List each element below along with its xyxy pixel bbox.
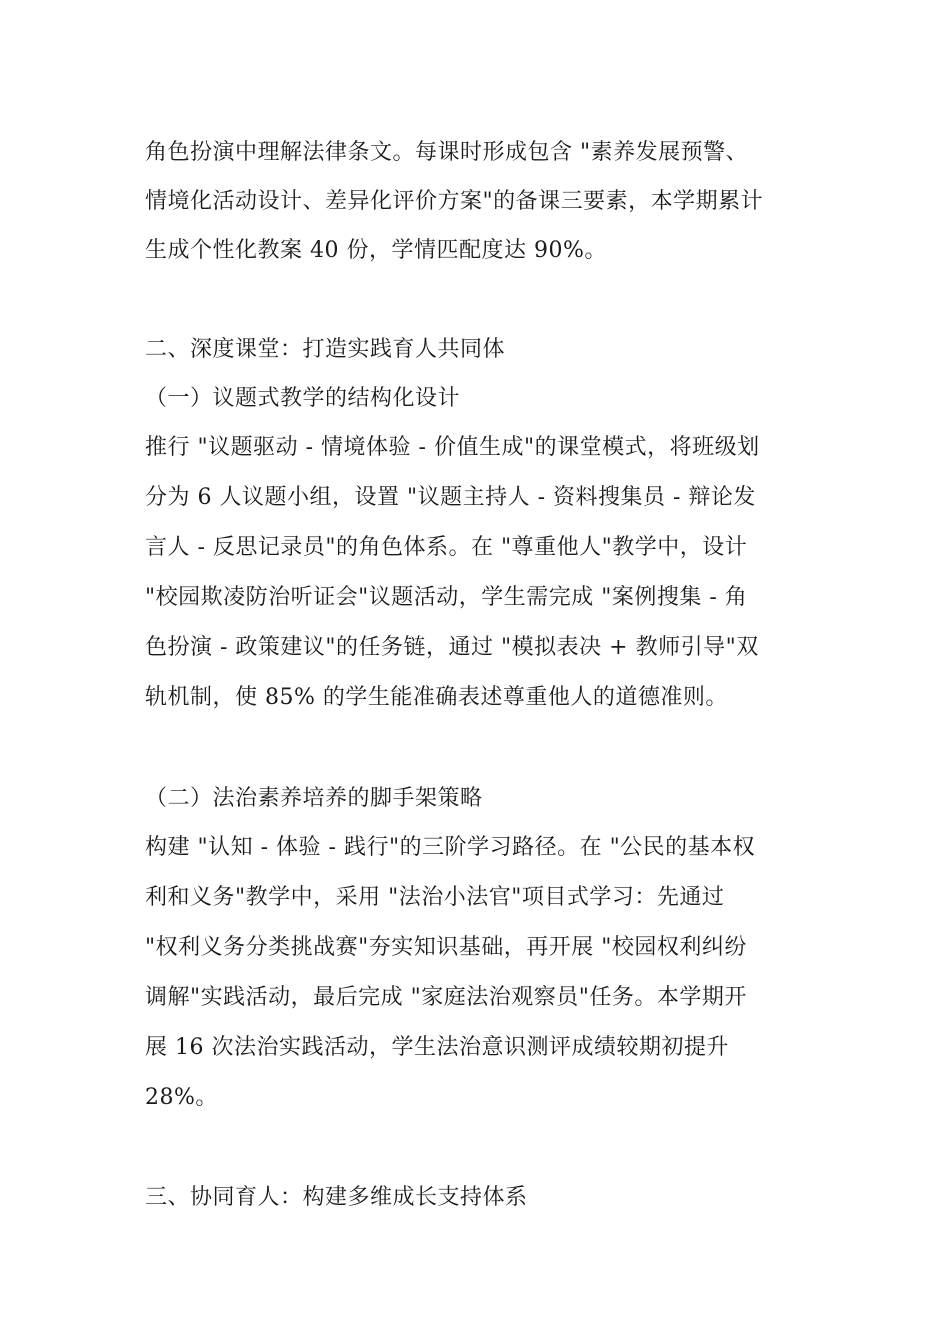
section-heading: 三、协同育人：构建多维成长支持体系 xyxy=(145,1185,528,1210)
paragraph-line: 展 16 次法治实践活动，学生法治意识测评成绩较期初提升 xyxy=(145,1035,729,1060)
paragraph-line: 色扮演 - 政策建议"的任务链，通过 "模拟表决 + 教师引导"双 xyxy=(145,635,759,660)
paragraph-line: 轨机制，使 85% 的学生能准确表述尊重他人的道德准则。 xyxy=(145,685,728,710)
paragraph-line: 利和义务"教学中，采用 "法治小法官"项目式学习：先通过 xyxy=(145,885,725,910)
paragraph-line: 言人 - 反思记录员"的角色体系。在 "尊重他人"教学中，设计 xyxy=(145,535,748,560)
paragraph-line: 推行 "议题驱动 - 情境体验 - 价值生成"的课堂模式，将班级划 xyxy=(145,435,760,460)
paragraph-line: 情境化活动设计、差异化评价方案"的备课三要素，本学期累计 xyxy=(145,189,764,214)
subsection-heading: （一）议题式教学的结构化设计 xyxy=(145,386,461,411)
subsection-heading: （二）法治素养培养的脚手架策略 xyxy=(145,786,483,811)
paragraph-line: "校园欺凌防治听证会"议题活动，学生需完成 "案例搜集 - 角 xyxy=(145,585,748,610)
paragraph-line: 生成个性化教案 40 份，学情匹配度达 90%。 xyxy=(145,238,607,263)
paragraph-line: 28%。 xyxy=(145,1085,218,1110)
paragraph-line: 分为 6 人议题小组，设置 "议题主持人 - 资料搜集员 - 辩论发 xyxy=(145,485,756,510)
paragraph-line: 构建 "认知 - 体验 - 践行"的三阶学习路径。在 "公民的基本权 xyxy=(145,835,756,860)
section-heading: 二、深度课堂：打造实践育人共同体 xyxy=(145,337,506,362)
paragraph-line: "权利义务分类挑战赛"夯实知识基础，再开展 "校园权利纠纷 xyxy=(145,935,747,960)
paragraph-line: 角色扮演中理解法律条文。每课时形成包含 "素养发展预警、 xyxy=(145,140,749,165)
paragraph-line: 调解"实践活动，最后完成 "家庭法治观察员"任务。本学期开 xyxy=(145,985,747,1010)
